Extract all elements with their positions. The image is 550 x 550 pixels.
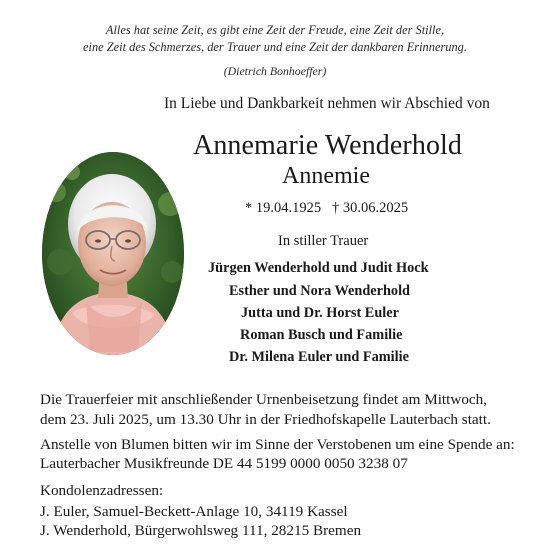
intro-text: In Liebe und Dankbarkeit nehmen wir Abschied von [164, 95, 490, 112]
condolence-address-2: J. Wenderhold, Bürgerwohlsweg 111, 28215 Bremen [40, 522, 362, 539]
mourner-4: Roman Busch und Familie [240, 327, 403, 343]
donation-line-1: Anstelle von Blumen bitten wir im Sinne der Verstobenen um eine Spende an: [40, 436, 515, 453]
mourner-5: Dr. Milena Euler und Familie [229, 349, 409, 365]
mourner-1: Jürgen Wenderhold und Judit Hock [208, 260, 429, 276]
portrait-photo [42, 152, 184, 355]
quote-line-2: eine Zeit des Schmerzes, der Trauer und eine Zeit der dankbaren Erinnerung. [83, 40, 467, 54]
quote-line-1: Alles hat seine Zeit, es gibt eine Zeit der Freude, eine Zeit der Stille, [105, 23, 445, 37]
funeral-line-1: Die Trauerfeier mit anschließender Urnenbeisetzung findet am Mittwoch, [40, 391, 488, 408]
death-date: † 30.06.2025 [332, 200, 409, 216]
mourning-label: In stiller Trauer [278, 233, 369, 249]
birth-date: * 19.04.1925 [245, 200, 322, 216]
quote-author: (Dietrich Bonhoeffer) [223, 64, 327, 78]
deceased-name: Annemarie Wenderhold [193, 130, 463, 161]
condolence-heading: Kondolenzadressen: [40, 482, 164, 499]
mourner-3: Jutta und Dr. Horst Euler [241, 305, 399, 321]
funeral-line-2: dem 23. Juli 2025, um 13.30 Uhr in der Friedhofskapelle Lauterbach statt. [40, 411, 491, 428]
deceased-nickname: Annemie [282, 163, 370, 189]
donation-line-2: Lauterbacher Musikfreunde DE 44 5199 0000 0050 3238 07 [40, 455, 408, 472]
condolence-address-1: J. Euler, Samuel-Beckett-Anlage 10, 34119 Kassel [40, 503, 348, 520]
mourner-2: Esther und Nora Wenderhold [229, 283, 411, 299]
